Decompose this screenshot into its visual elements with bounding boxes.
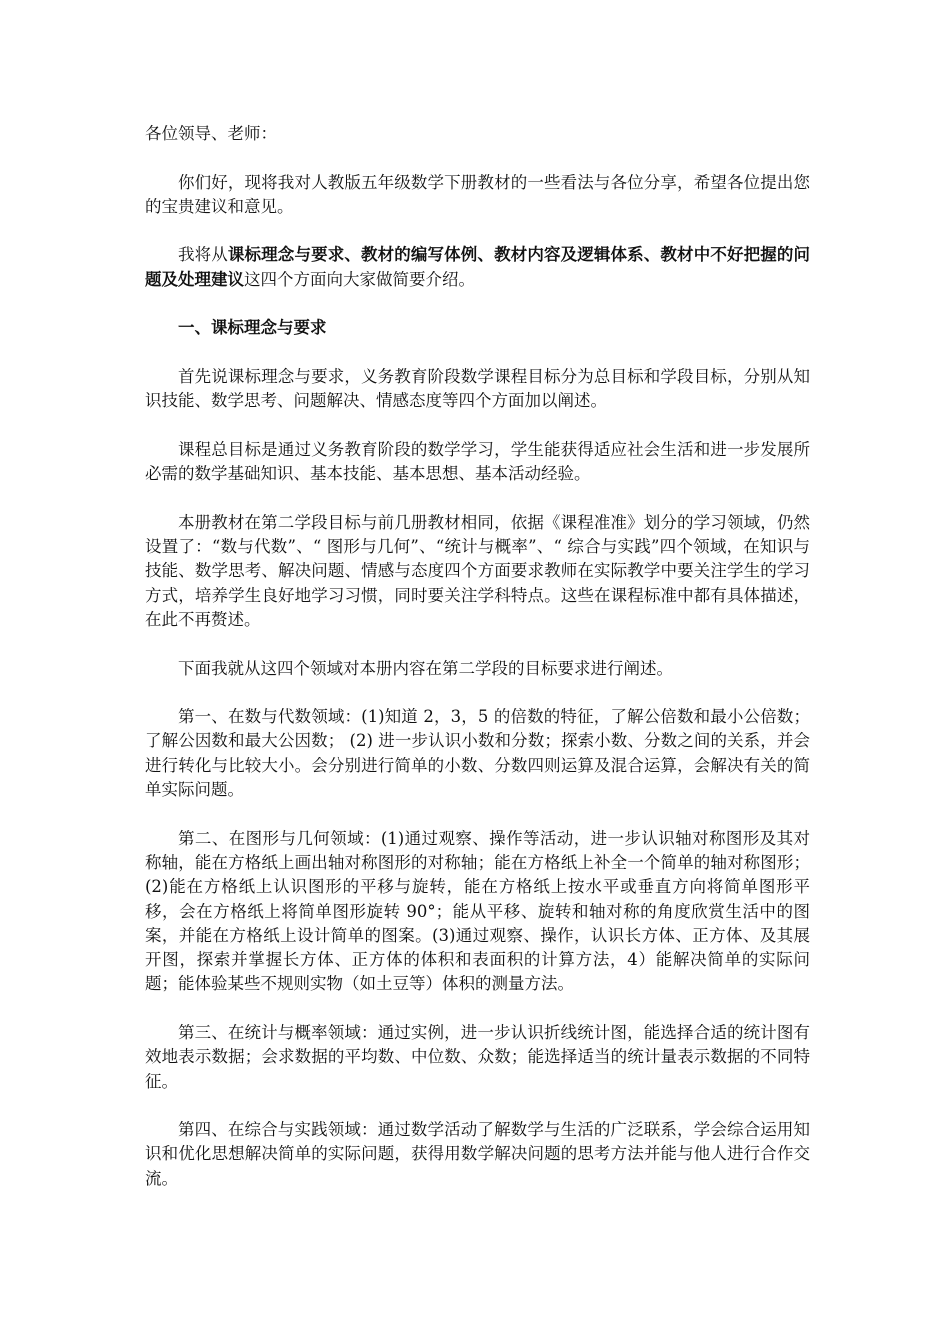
- body-paragraph: 首先说课标理念与要求，义务教育阶段数学课程目标分为总目标和学段目标，分别从知识技能、数学思考、问题解决、情感态度等四个方面加以阐述。: [145, 366, 810, 411]
- body-paragraph: 课程总目标是通过义务教育阶段的数学学习，学生能获得适应社会生活和进一步发展所必需的数学基础知识、基本技能、基本思想、基本活动经验。: [145, 439, 810, 484]
- intro-paragraph: 你们好，现将我对人教版五年级数学下册教材的一些看法与各位分享，希望各位提出您的宝贵建议和意见。: [145, 172, 810, 216]
- body-paragraph: 本册教材在第二学段目标与前几册教材相同，依据《课程准准》划分的学习领域，仍然设置了：“数与代数”、“ 图形与几何”、“统计与概率”、“ 综合与实践”四个领域，在知识与技能、数学思考、解决问题、情感与态度四个方面要求教师在实际教学中要关注学生的学习方式，培养学生良好地学习习惯，同时要关注学科特点。这些在课程标准中都有具体描述，在此不再赘述。: [145, 512, 810, 629]
- body-paragraph: 第三、在统计与概率领域：通过实例，进一步认识折线统计图，能选择合适的统计图有效地表示数据；会求数据的平均数、中位数、众数；能选择适当的统计量表示数据的不同特征。: [145, 1022, 810, 1091]
- body-paragraph: 第一、在数与代数领域：(1)知道 2，3，5 的倍数的特征，了解公倍数和最小公倍数；了解公因数和最大公因数； (2) 进一步认识小数和分数；探索小数、分数之间的关系，并会进行转化与比较大小。会分别进行简单的小数、分数四则运算及混合运算，会解决有关的简单实际问题。: [145, 707, 810, 800]
- overview-text-before: 我将从: [178, 245, 228, 265]
- document-body: [145, 122, 810, 1215]
- body-paragraph: 第二、在图形与几何领域：(1)通过观察、操作等活动，进一步认识轴对称图形及其对称轴，能在方格纸上画出轴对称图形的对称轴；能在方格纸上补全一个简单的轴对称图形；(2)能在方格纸上认识图形的平移与旋转，能在方格纸上按水平或垂直方向将简单图形平移，会在方格纸上将简单图形旋转 90°；能从平移、旋转和轴对称的角度欣赏生活中的图案，并能在方格纸上设计简单的图案。(3)通过观察、操作，认识长方体、正方体、及其展开图，探索并掌握长方体、正方体的体积和表面积的计算方法，4）能解决简单的实际问题；能体验某些不规则实物（如土豆等）体积的测量方法。: [145, 828, 810, 994]
- greeting: 各位领导、老师：: [145, 124, 277, 143]
- body-paragraph: 下面我就从这四个领域对本册内容在第二学段的目标要求进行阐述。: [178, 658, 673, 678]
- overview-paragraph: [145, 243, 810, 292]
- body-paragraph: 第四、在综合与实践领域：通过数学活动了解数学与生活的广泛联系，学会综合运用知识和优化思想解决简单的实际问题，获得用数学解决问题的思考方法并能与他人进行合作交流。: [145, 1120, 810, 1188]
- section-heading-text: 一、课标理念与要求: [178, 318, 327, 338]
- section-heading: [145, 316, 810, 340]
- overview-topics: 课标理念与要求、教材的编写体例、教材内容及逻辑体系、教材中不好把握的问题及处理建议: [145, 245, 811, 289]
- overview-text-after: 这四个方面向大家做简要介绍。: [244, 269, 475, 289]
